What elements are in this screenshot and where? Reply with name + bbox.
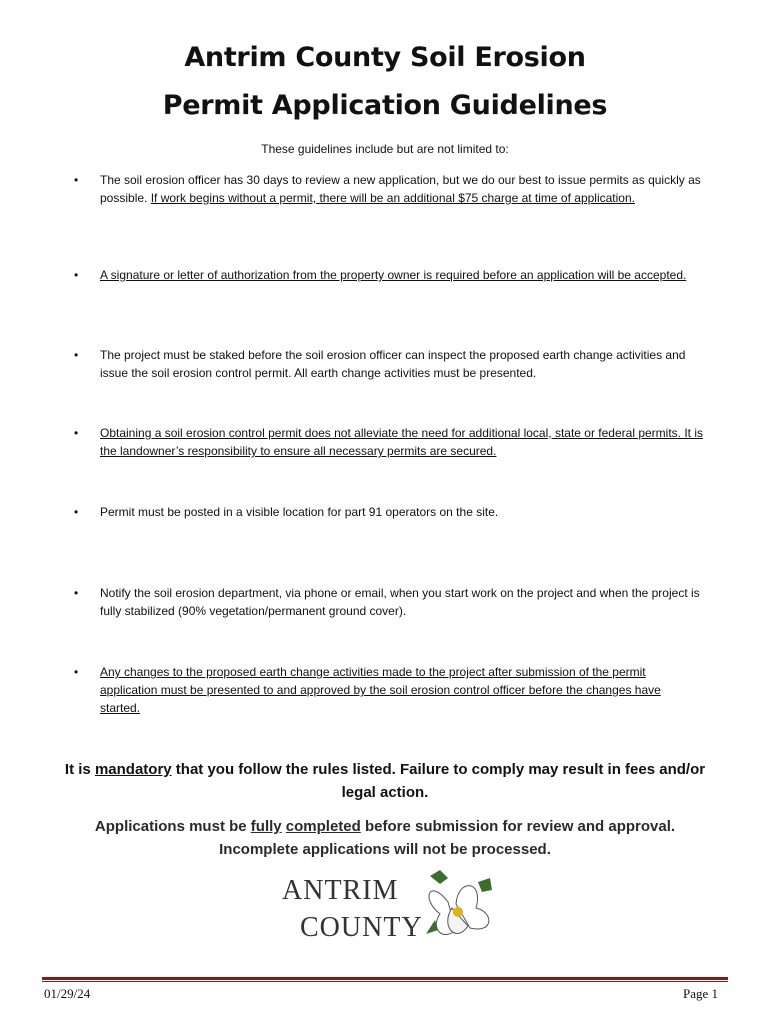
bullet-dot-icon: • bbox=[74, 505, 79, 519]
footer-page-number: Page 1 bbox=[682, 986, 718, 1001]
bullet-item-1 bbox=[74, 171, 704, 207]
bullet-1-text: The soil erosion officer has 30 days to review a new application, but we do our best to issue permits as quickly as possible. bbox=[100, 173, 701, 205]
bullet-dot-icon: • bbox=[74, 268, 79, 282]
completion-word-fully: fully bbox=[250, 818, 282, 835]
mandatory-suffix: that you follow the rules listed. Failure to comply may result in fees and/or legal action. bbox=[171, 761, 706, 801]
mandatory-notice bbox=[60, 758, 710, 804]
mandatory-prefix: It is bbox=[64, 761, 95, 778]
intro-text: These guidelines include but are not limited to: bbox=[261, 142, 509, 156]
completion-prefix: Applications must be bbox=[94, 818, 251, 835]
bullet-6-text: Notify the soil erosion department, via phone or email, when you start work on the project and when the project is fully stabilized (90% vegetation/permanent ground cover). bbox=[100, 586, 700, 618]
bullet-dot-icon: • bbox=[74, 665, 79, 679]
bullet-item-4 bbox=[74, 424, 704, 460]
footer-rule-thin bbox=[42, 981, 728, 982]
bullet-item-5 bbox=[74, 503, 704, 521]
bullet-item-3 bbox=[74, 346, 704, 382]
bullet-5-text: Permit must be posted in a visible location for part 91 operators on the site. bbox=[100, 505, 499, 519]
title-line-1: Antrim County Soil Erosion bbox=[184, 42, 586, 73]
mandatory-emphasis: mandatory bbox=[94, 761, 172, 778]
completion-notice bbox=[60, 815, 710, 861]
bullet-3-text: The project must be staked before the soil erosion officer can inspect the proposed earth change activities and issue the soil erosion control permit. All earth change activities must be presented. bbox=[100, 348, 686, 380]
completion-word-completed: completed bbox=[285, 818, 361, 835]
bullet-item-6 bbox=[74, 584, 704, 620]
logo-line-2: COUNTY bbox=[300, 912, 423, 943]
bullet-dot-icon: • bbox=[74, 348, 79, 362]
antrim-county-logo bbox=[280, 868, 505, 946]
bullet-item-2 bbox=[74, 266, 704, 284]
bullet-7-underlined: Any changes to the proposed earth change activities made to the project after submission of the permit application must be presented to and approved by the soil erosion control officer before the changes have started. bbox=[100, 665, 661, 715]
bullet-dot-icon: • bbox=[74, 426, 79, 440]
bullet-item-7 bbox=[74, 663, 704, 717]
footer-rule-thick bbox=[42, 977, 728, 980]
bullet-2-underlined: A signature or letter of authorization from the property owner is required before an application will be accepted. bbox=[100, 268, 687, 282]
bullet-4-underlined: Obtaining a soil erosion control permit does not alleviate the need for additional local, state or federal permits. It is the landowner’s responsibility to ensure all necessary permits are secured. bbox=[100, 426, 703, 458]
title-line-2: Permit Application Guidelines bbox=[162, 90, 608, 121]
trillium-flower-icon bbox=[426, 870, 492, 935]
bullet-dot-icon: • bbox=[74, 586, 79, 600]
footer-date: 01/29/24 bbox=[44, 986, 91, 1001]
completion-suffix: before submission for review and approval. Incomplete applications will not be processed. bbox=[219, 818, 676, 858]
bullet-dot-icon: • bbox=[74, 173, 79, 187]
logo-line-1: ANTRIM bbox=[282, 875, 399, 906]
bullet-1-underlined: If work begins without a permit, there will be an additional $75 charge at time of application. bbox=[150, 191, 635, 205]
